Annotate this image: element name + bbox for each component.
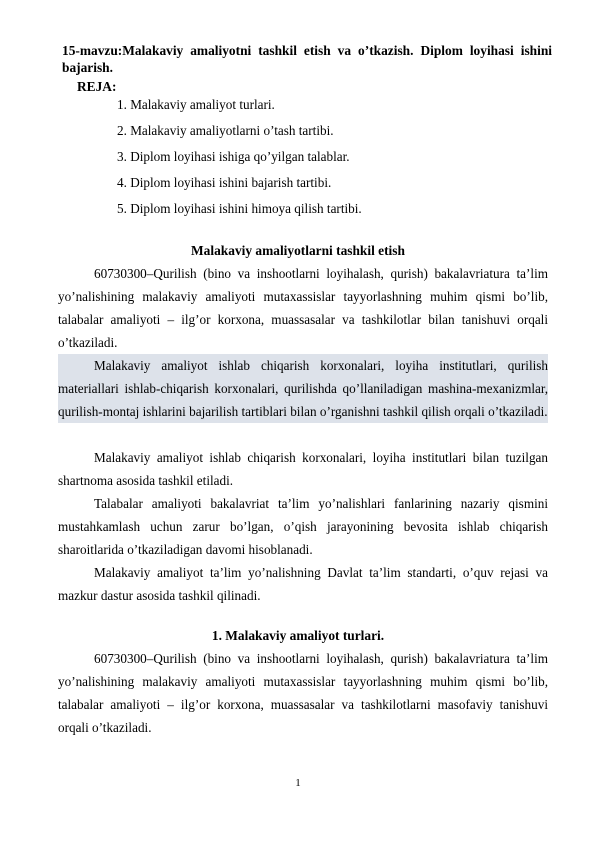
paragraph: Talabalar amaliyoti bakalavriat ta’lim yo’nalishlari fanlarining nazariy qismini mustahkamlash uchun zarur bo’lgan, o’qish jarayonining bevosita ishlab chiqarish sharoitlarida o’tkaziladigan davomi hisoblanadi. xyxy=(58,496,548,557)
plan-item: 3. Diplom loyihasi ishiga qo’yilgan talablar. xyxy=(117,149,350,164)
paragraph: Malakaviy amaliyot ishlab chiqarish korxonalari, loyiha institutlari bilan tuzilgan shartnoma asosida tashkil etiladi. xyxy=(58,450,548,488)
plan-item: 4. Diplom loyihasi ishini bajarish tartibi. xyxy=(117,175,332,190)
paragraph: 60730300–Qurilish (bino va inshootlarni loyihalash, qurish) bakalavriatura ta’lim yo’nalishining malakaviy amaliyoti mutaxassislar tayyorlashning muhim qismi bo’lib, talabalar amaliyoti – ilg’or korxona, muassasalar va tashkilotlarni masofaviy tanishuvi orqali o’tkaziladi. xyxy=(58,651,548,735)
plan-item: 5. Diplom loyihasi ishini himoya qilish tartibi. xyxy=(117,201,362,216)
section-heading: 1. Malakaviy amaliyot turlari. xyxy=(211,628,385,643)
plan-item: 2. Malakaviy amaliyotlarni o’tash tartibi. xyxy=(117,123,334,138)
plan-list xyxy=(117,96,362,226)
topic-title: 15-mavzu:Malakaviy amaliyotni tashkil etish va o’tkazish. Diplom loyihasi ishini bajarish. xyxy=(62,43,552,75)
paragraph: 60730300–Qurilish (bino va inshootlarni loyihalash, qurish) bakalavriatura ta’lim yo’nalishining malakaviy amaliyoti mutaxassislar tayyorlashning muhim qismi bo’lib, talabalar amaliyoti – ilg’or korxona, muassasalar va tashkilotlar bilan tanishuvi orqali o’tkaziladi. xyxy=(58,266,548,350)
paragraph: Malakaviy amaliyot ta’lim yo’nalishning Davlat ta’lim standarti, o’quv rejasi va mazkur dastur asosida tashkil qilinadi. xyxy=(58,565,548,603)
plan-label: REJA: xyxy=(77,79,117,94)
section-heading: Malakaviy amaliyotlarni tashkil etish xyxy=(191,243,405,258)
paragraph-highlighted: Malakaviy amaliyot ishlab chiqarish korxonalari, loyiha institutlari, qurilish materiallari ishlab-chiqarish korxonalari, qurilishda qo’llaniladigan mashina-mexanizmlar, qurilish-montaj ishlarini bajarilish tartiblari bilan o’rganishni tashkil qilish orqali o’tkaziladi. xyxy=(58,354,548,423)
plan-item: 1. Malakaviy amaliyot turlari. xyxy=(117,97,275,112)
page-number: 1 xyxy=(295,777,301,789)
